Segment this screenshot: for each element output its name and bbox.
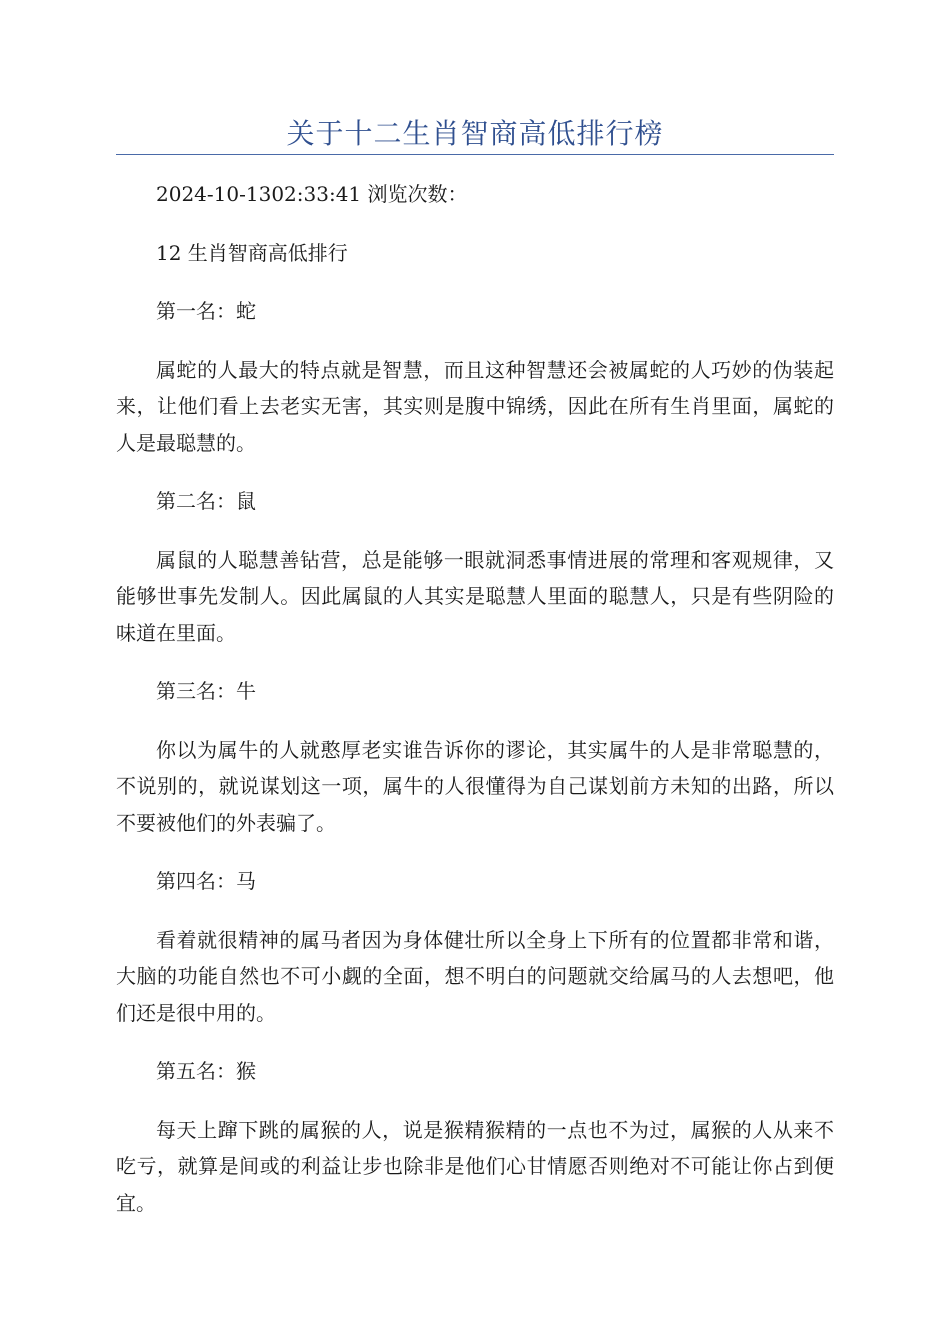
section-heading: 第一名：蛇	[156, 299, 256, 323]
section-paragraph: 看着就很精神的属马者因为身体健壮所以全身上下所有的位置都非常和谐，大脑的功能自然也不可小觑的全面，想不明白的问题就交给属马的人去想吧，他们还是很中用的。	[116, 927, 834, 1025]
section-heading: 第五名：猴	[156, 1059, 256, 1083]
section-heading: 第三名：牛	[156, 679, 256, 703]
document-title: 关于十二生肖智商高低排行榜	[286, 117, 664, 150]
title-underline	[116, 154, 834, 155]
section-paragraph: 属蛇的人最大的特点就是智慧，而且这种智慧还会被属蛇的人巧妙的伪装起来，让他们看上去老实无害，其实则是腹中锦绣，因此在所有生肖里面，属蛇的人是最聪慧的。	[116, 357, 834, 455]
subtitle: 12 生肖智商高低排行	[156, 240, 348, 265]
section-paragraph: 属鼠的人聪慧善钻营，总是能够一眼就洞悉事情进展的常理和客观规律，又能够世事先发制人。因此属鼠的人其实是聪慧人里面的聪慧人，只是有些阴险的味道在里面。	[116, 547, 834, 645]
document-body	[116, 176, 834, 1243]
section-heading: 第四名：马	[156, 869, 256, 893]
section-paragraph: 每天上蹿下跳的属猴的人，说是猴精猴精的一点也不为过，属猴的人从来不吃亏，就算是间或的利益让步也除非是他们心甘情愿否则绝对不可能让你占到便宜。	[116, 1117, 834, 1215]
section-paragraph: 你以为属牛的人就憨厚老实谁告诉你的谬论，其实属牛的人是非常聪慧的，不说别的，就说谋划这一项，属牛的人很懂得为自己谋划前方未知的出路，所以不要被他们的外表骗了。	[116, 737, 834, 835]
publish-meta: 2024-10-1302:33:41 浏览次数：	[156, 182, 468, 206]
section-heading: 第二名：鼠	[156, 489, 256, 513]
